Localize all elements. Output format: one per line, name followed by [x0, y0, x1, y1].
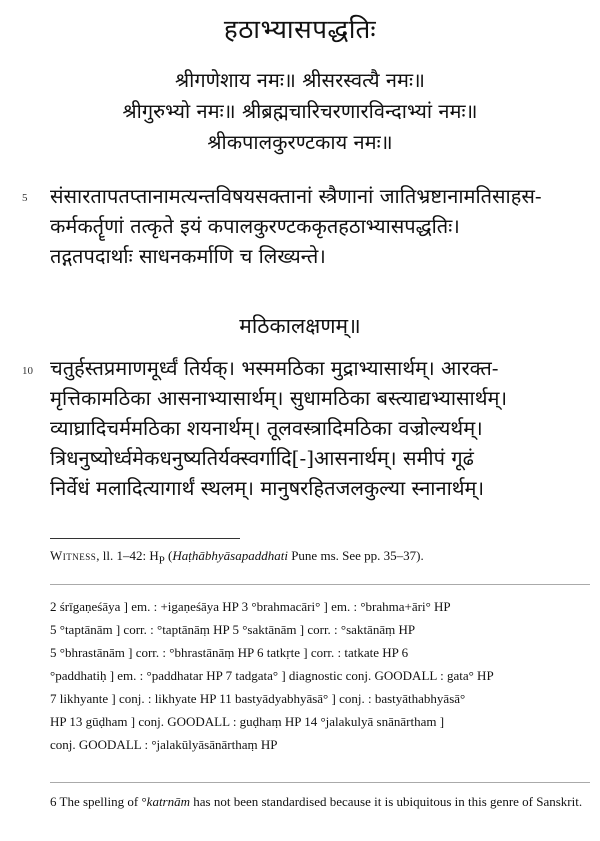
- intro-paragraph: [50, 181, 585, 271]
- apparatus-line: 7 likhyante ] conj. : likhyate HP 11 bastyādyabhyāsā° ] conj. : bastyāthabhyāsā°: [50, 691, 466, 706]
- critical-apparatus: [50, 595, 590, 756]
- apparatus-line: 5 °taptānām ] corr. : °taptānāṃ HP 5 °saktānām ] corr. : °saktānāṃ HP: [50, 622, 416, 637]
- apparatus-line: conj. GOODALL : °jalakūlyāsānārthaṃ HP: [50, 737, 278, 752]
- witness-range: , ll. 1–42: H: [96, 548, 159, 563]
- divider: [50, 538, 240, 539]
- text-line: व्याघ्रादिचर्ममठिका शयनार्थम्। तूलवस्त्रादिमठिका वज्रोल्यर्थम्।: [50, 416, 483, 440]
- divider: [50, 782, 590, 783]
- line-number: 5: [22, 192, 28, 204]
- line-number: 10: [22, 365, 33, 377]
- section-heading: मठिकालक्षणम्॥: [239, 314, 361, 338]
- footnote: [50, 792, 590, 812]
- footnote-number: 6: [50, 794, 57, 809]
- siglum-sub: P: [158, 554, 165, 567]
- text-line: तद्गतपदार्थाः साधनकर्माणि च लिख्यन्ते।: [50, 244, 326, 268]
- witness-rest: Pune ms. See pp. 35–37).: [287, 548, 424, 563]
- text-line: मृत्तिकामठिका आसनाभ्यासार्थम्। सुधामठिका बस्त्याद्यभ्यासार्थम्।: [50, 386, 508, 410]
- witness-label: Witness: [50, 548, 97, 563]
- footnote-text: The spelling of °: [56, 794, 147, 809]
- invocation-line: श्रीगणेशाय नमः॥ श्रीसरस्वत्यै नमः॥: [174, 68, 425, 92]
- section-paragraph: [50, 353, 585, 503]
- witness-title: Haṭhābhyāsapaddhati: [172, 548, 288, 563]
- divider: [50, 584, 590, 585]
- text-line: संसारतापतप्तानामत्यन्तविषयसक्तानां स्त्रैणानां जातिभ्रष्टानामतिसाहस-: [50, 184, 542, 208]
- witness-note: Witness, ll. 1–42: $H_P$ (Haṭhābhyāsapaddhati Pune ms. See pp. 35–37).: [50, 548, 424, 567]
- apparatus-line: HP 13 gūḍham ] conj. GOODALL : guḍhaṃ HP 14 °jalakulyā snānārtham ]: [50, 714, 445, 729]
- footnote-italic: katrnām: [146, 794, 191, 809]
- invocation-line: श्रीगुरुभ्यो नमः॥ श्रीब्रह्मचारिचरणारविन्दाभ्यां नमः॥: [122, 99, 478, 123]
- text-line: कर्मकर्तॄणां तत्कृते इयं कपालकुरण्टककृतहठाभ्यासपद्धतिः।: [50, 214, 460, 238]
- footnote-text: has not been standardised because it is ubiquitous in this genre of Sanskrit.: [190, 794, 583, 809]
- text-line: निर्वेधं मलादित्यागार्थं स्थलम्। मानुषरहितजलकुल्या स्नानार्थम्।: [50, 476, 485, 500]
- apparatus-line: 5 °bhrastānām ] corr. : °bhrastānāṃ HP 6 tatkṛte ] corr. : tatkate HP 6: [50, 645, 409, 660]
- text-line: चतुर्हस्तप्रमाणमूर्ध्वं तिर्यक्। भस्ममठिका मुद्राभ्यासार्थम्। आरक्त-: [50, 356, 499, 380]
- apparatus-line: °paddhatiḥ ] em. : °paddhatar HP 7 tadgata° ] diagnostic conj. GOODALL : gata° HP: [50, 668, 494, 683]
- apparatus-line: 2 śrīgaṇeśāya ] em. : +igaṇeśāya HP 3 °brahmacāri° ] em. : °brahma+āri° HP: [50, 599, 451, 614]
- text-line: त्रिधनुष्योर्ध्वमेकधनुष्यतिर्यक्स्वर्गादि[-]आसनार्थम्। समीपं गूढं: [50, 446, 474, 470]
- invocation-line: श्रीकपालकुरण्टकाय नमः॥: [207, 130, 393, 154]
- page-title: हठाभ्यासपद्धतिः: [223, 15, 377, 45]
